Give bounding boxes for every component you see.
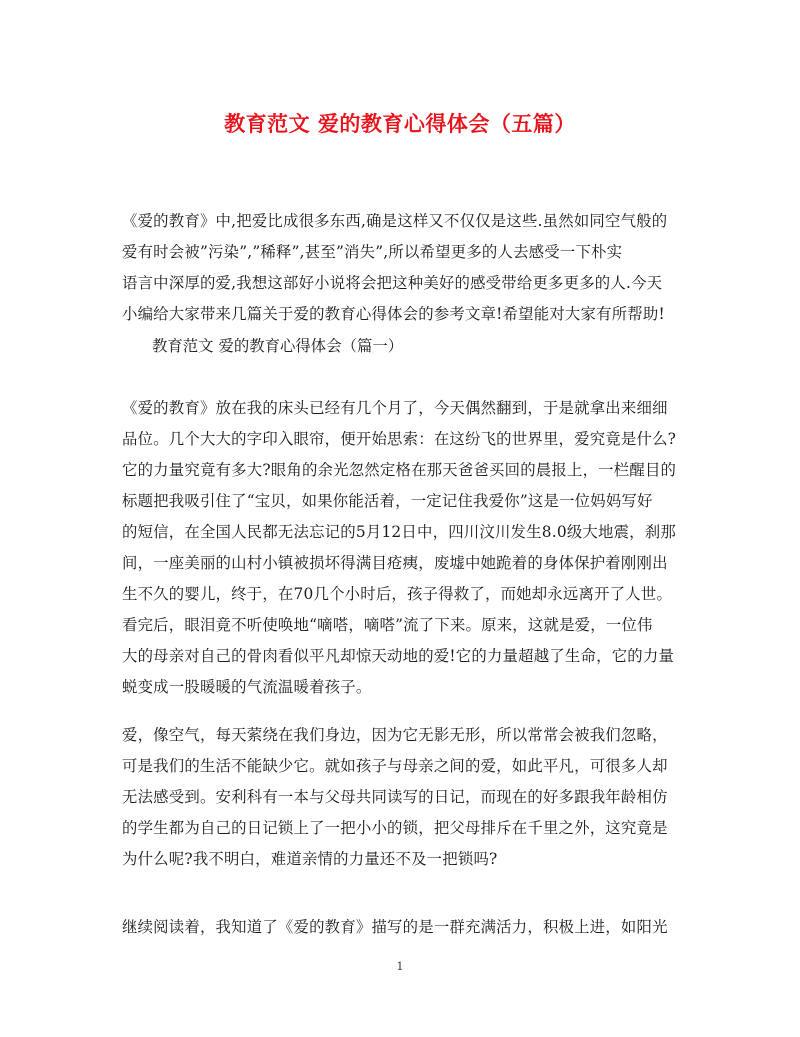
paragraph-line: 无法感受到。安利科有一本与父母共同读写的日记，而现在的好多跟我年龄相仿 xyxy=(122,788,668,806)
paragraph-line: 生不久的婴儿，终于，在70几个小时后，孩子得救了，而她却永远离开了人世。 xyxy=(122,585,673,603)
document-title: 教育范文 爱的教育心得体会（五篇） xyxy=(224,111,576,136)
paragraph-line: 继续阅读着，我知道了《爱的教育》描写的是一群充满活力，积极上进，如阳光 xyxy=(122,918,668,936)
paragraph-line: 的学生都为自己的日记锁上了一把小小的锁，把父母排斥在千里之外，这究竟是 xyxy=(122,819,668,837)
paragraph-line: 大的母亲对自己的骨肉看似平凡却惊天动地的爱!它的力量超越了生命，它的力量 xyxy=(122,647,675,665)
section-heading: 教育范文 爱的教育心得体会（篇一） xyxy=(152,337,404,355)
paragraph-line: 《爱的教育》放在我的床头已经有几个月了，今天偶然翻到，于是就拿出来细细 xyxy=(122,399,668,417)
paragraph-line: 可是我们的生活不能缺少它。就如孩子与母亲之间的爱，如此平凡，可很多人却 xyxy=(122,757,668,775)
paragraph-line: 为什么呢?我不明白，难道亲情的力量还不及一把锁吗? xyxy=(122,850,498,868)
paragraph-line: 的短信，在全国人民都无法忘记的5月12日中，四川汶川发生8.0级大地震，刹那 xyxy=(122,523,676,541)
paragraph-one xyxy=(122,393,682,703)
intro-line: 爱有时会被”污染”,”稀释”,甚至”消失”,所以希望更多的人去感受一下朴实 xyxy=(122,243,623,261)
paragraph-line: 看完后，眼泪竟不听使唤地“嘀嗒，嘀嗒”流了下来。原来，这就是爱，一位伟 xyxy=(122,616,653,634)
paragraph-line: 它的力量究竟有多大?眼角的余光忽然定格在那天爸爸买回的晨报上，一栏醒目的 xyxy=(122,461,677,479)
page-number: 1 xyxy=(396,960,404,973)
paragraph-line: 品位。几个大大的字印入眼帘，便开始思索：在这纷飞的世界里，爱究竟是什么? xyxy=(122,430,677,448)
intro-line: 小编给大家带来几篇关于爱的教育心得体会的参考文章!希望能对大家有所帮助! xyxy=(122,305,665,323)
paragraph-line: 标题把我吸引住了“宝贝，如果你能活着，一定记住我爱你”这是一位妈妈写好 xyxy=(122,492,653,510)
paragraph-two xyxy=(122,720,682,875)
intro-paragraph xyxy=(122,206,682,330)
paragraph-line: 蜕变成一股暖暖的气流温暖着孩子。 xyxy=(122,678,372,696)
intro-line: 《爱的教育》中,把爱比成很多东西,确是这样又不仅仅是这些.虽然如同空气般的 xyxy=(122,212,668,230)
intro-line: 语言中深厚的爱,我想这部好小说将会把这种美好的感受带给更多更多的人.今天 xyxy=(122,274,663,292)
paragraph-line: 间，一座美丽的山村小镇被损坏得满目疮痍，废墟中她跪着的身体保护着刚刚出 xyxy=(122,554,668,572)
paragraph-three xyxy=(122,912,682,943)
paragraph-line: 爱，像空气，每天萦绕在我们身边，因为它无影无形，所以常常会被我们忽略， xyxy=(122,726,668,744)
